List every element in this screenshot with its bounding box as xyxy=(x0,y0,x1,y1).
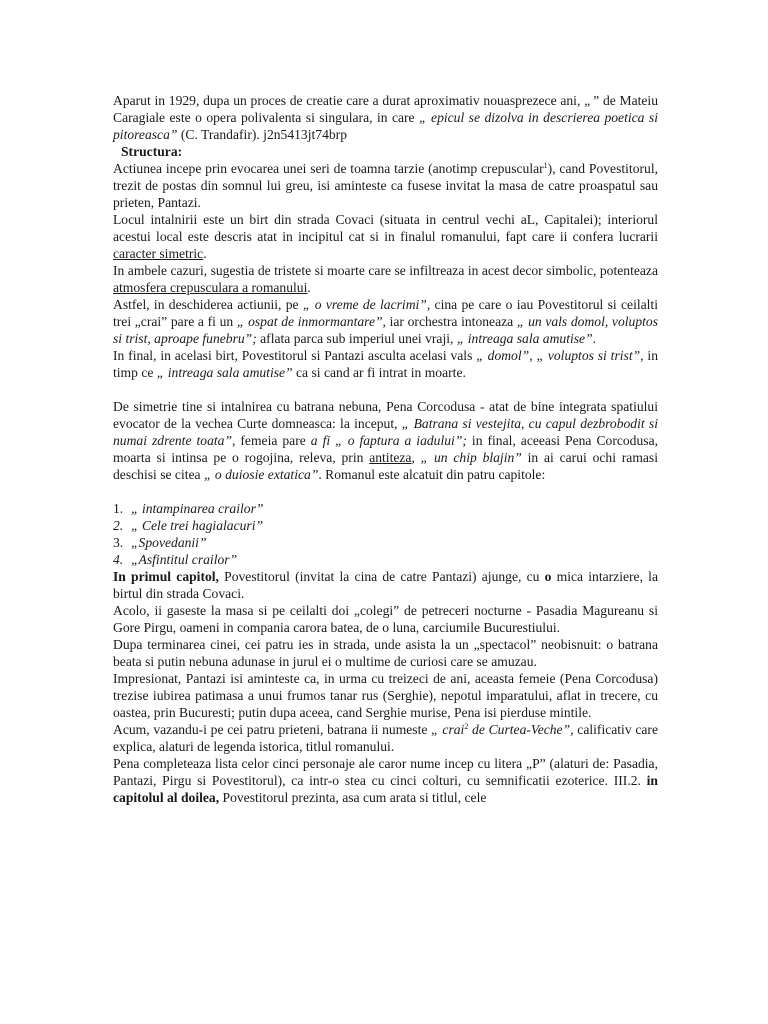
list-item: 4. „Asfintitul crailor” xyxy=(113,552,238,567)
list-item: 2. „ Cele trei hagialacuri” xyxy=(113,518,264,533)
paragraph-spacer xyxy=(113,483,658,500)
paragraph-spacer xyxy=(113,381,658,398)
structura-heading: Structura: xyxy=(121,144,183,159)
final-paragraph: In final, in acelasi birt, Povestitorul si Pantazi asculta acelasi vals „ domol”, „ voluptos si trist”, in timp ce „ intreaga sala amutise” ca si cand ar fi intrat in moarte. xyxy=(113,348,658,380)
intro-paragraph: Aparut in 1929, dupa un proces de creatie care a durat aproximativ nouasprezece ani, „” de Mateiu Caragiale este o opera polivalenta si singulara, in care „ epicul se dizolva in descrierea poetica si pitoreasca” (C. Trandafir). j2n5413jt74brp xyxy=(113,93,659,142)
ambele-paragraph: In ambele cazuri, sugestia de tristete si moarte care se infiltreaza in acest decor simbolic, potenteaza atmosfera crepusculara a romanului. xyxy=(113,263,658,295)
impresionat-paragraph: Impresionat, Pantazi isi aminteste ca, in urma cu treizeci de ani, aceasta femeie (Pena Corcodusa) trezise iubirea patimasa a unui frumos tanar rus (Serghie), nepotul imparatului, aflat in trecere, cu oastea, prin Bucuresti; putin dupa aceea, cand Serghie murise, Pena isi pierduse mintile. xyxy=(113,671,658,720)
dupa-paragraph: Dupa terminarea cinei, cei patru ies in strada, unde asista la un „spectacol” neobisnuit: o batrana beata si putin nebuna adunase in jurul ei o multime de curiosi care se amuzau. xyxy=(113,637,658,669)
footnote-ref-1[interactable]: 1 xyxy=(543,161,548,170)
locul-paragraph: Locul intalnirii este un birt din strada Covaci (situata in centrul vechi aL, Capitalei); interiorul acestui local este descris atat in incipitul cat si in finalul romanului, fapt care ii confera lucrarii caracter simetric. xyxy=(113,212,658,261)
acum-paragraph: Acum, vazandu-i pe cei patru prieteni, batrana ii numeste „ crai$^2$ de Curtea-Veche”, calificativ care explica, alaturi de legenda istorica, titlul romanului. xyxy=(113,722,658,754)
simetrie-paragraph: De simetrie tine si intalnirea cu batrana nebuna, Pena Corcodusa - atat de bine integrata spatiului evocator de la vechea Curte domneasca: la inceput, „ Batrana si vestejita, cu capul dezbrobodit si numai zdrente toata”, femeia pare a fi „ o faptura a iadului”; in final, aceeasi Pena Corcodusa, moarta si intinsa pe o rogojina, releva, prin antiteza, „ un chip blajin” in ai carui ochi ramasi deschisi se citea „ o duiosie extatica”. Romanul este alcatuit din patru capitole: xyxy=(113,399,658,482)
list-item: 1. „ intampinarea crailor” xyxy=(113,501,264,516)
pena-paragraph: Pena completeaza lista celor cinci personaje ale caror nume incep cu litera „P” (alaturi de: Pasadia, Pantazi, Pirgu si Povestitorul), ca intr-o stea cu cinci colturi, cu semnificatii ezoterice. III.2. in capitolul al doilea, Povestitorul prezinta, asa cum arata si titlul, cele xyxy=(113,756,658,805)
document-page xyxy=(113,92,658,806)
trandafir-quote: „ epicul se dizolva in descrierea poetica si pitoreasca” xyxy=(113,110,658,142)
chapter-list xyxy=(113,500,658,568)
actiunea-paragraph: Actiunea incepe prin evocarea unei seri de toamna tarzie (anotimp crepuscular$^1$), cand Povestitorul, trezit de postas din somnul lui greu, isi aminteste ca fusese invitat la masa de catre proaspatul sau prieten, Pantazi. xyxy=(113,161,658,210)
astfel-paragraph: Astfel, in deschiderea actiunii, pe „ o vreme de lacrimi”, cina pe care o iau Povestitorul si ceilalti trei „crai” pare a fi un „ ospat de inmormantare”, iar orchestra intoneaza „ un vals domol, voluptos si trist, aproape funebru”; aflata parca sub imperiul unei vraji, „ intreaga sala amutise”. xyxy=(113,297,658,346)
footnote-ref-2[interactable]: 2 xyxy=(464,722,469,731)
acolo-paragraph: Acolo, ii gaseste la masa si pe ceilalti doi „colegi” de petreceri nocturne - Pasadia Magureanu si Gore Pirgu, oameni in compania carora batea, de o luna, carciumile Bucurestiului. xyxy=(113,603,658,635)
list-item: 3. „Spovedanii” xyxy=(113,535,207,550)
primul-capitol-paragraph: In primul capitol, Povestitorul (invitat la cina de catre Pantazi) ajunge, cu o mica intarziere, la birtul din strada Covaci. xyxy=(113,569,658,601)
title-quote: „” xyxy=(584,93,600,108)
